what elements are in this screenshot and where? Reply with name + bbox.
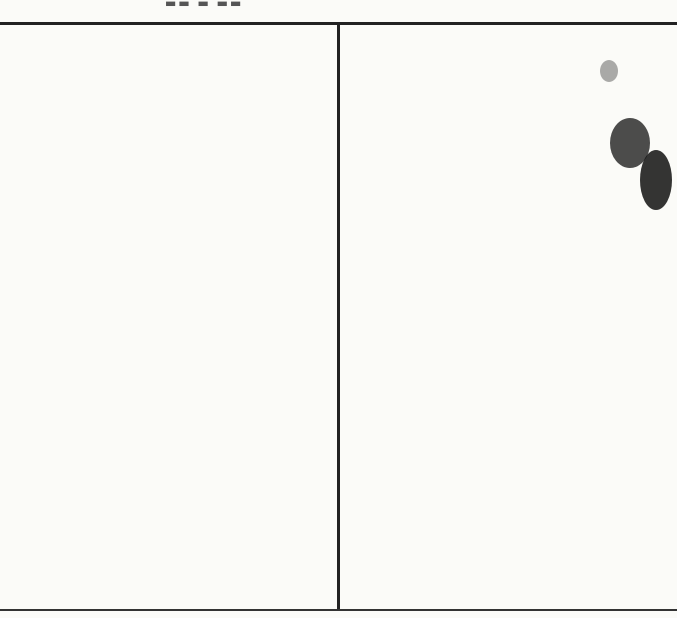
column-divider bbox=[337, 23, 340, 611]
bottom-rule bbox=[0, 609, 677, 611]
torn-header-fragment: ▬▬ ▬ ▬▬ bbox=[165, 0, 244, 10]
ink-smudge bbox=[640, 150, 672, 210]
ink-smudge bbox=[600, 60, 618, 82]
page-top-strip bbox=[0, 0, 677, 24]
